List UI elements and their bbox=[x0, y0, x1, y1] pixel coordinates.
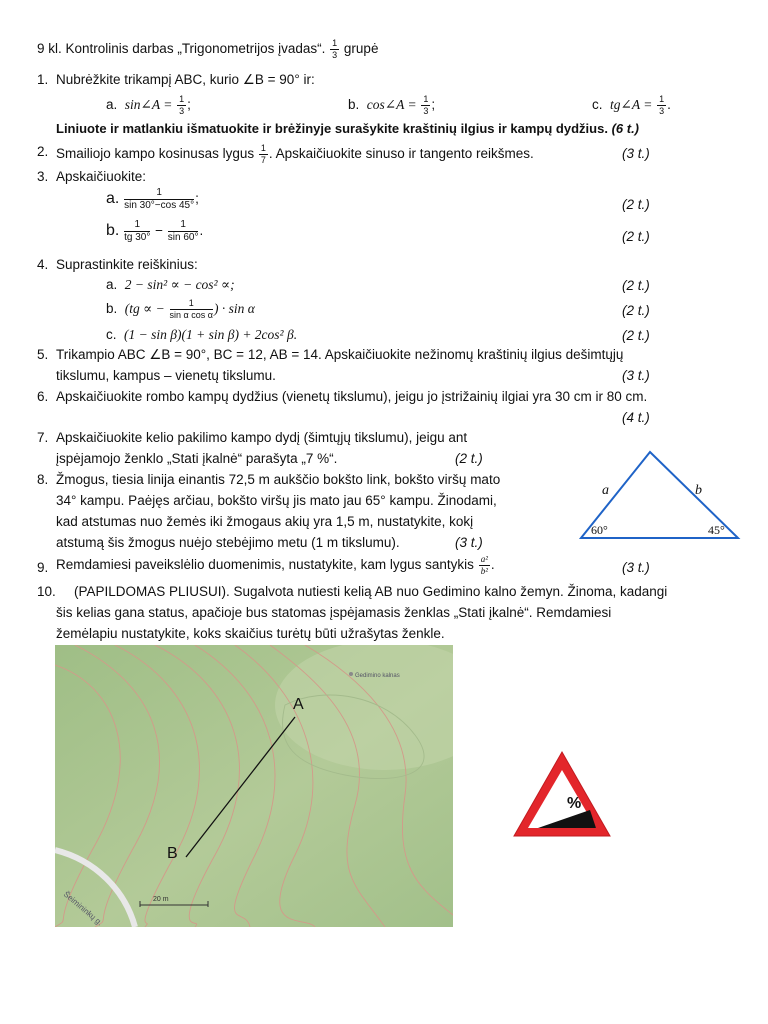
triangle-side-b: b bbox=[695, 483, 702, 498]
q8-line4: atstumą šis žmogus nuėjo stebėjimo metu (1 m tikslumu). bbox=[56, 535, 400, 550]
q1-option-a: a. sin∠A = $\frac{1}{3}$ ; bbox=[106, 94, 191, 116]
q8-line2: 34° kampu. Paėjęs arčiau, bokšto viršų jis mato jau 65° kampu. Žinodami, bbox=[56, 493, 497, 508]
q8-line3: kad atstumas nuo žemės iki žmogaus akių yra 1,5 m, nustatykite, kokį bbox=[56, 514, 474, 529]
map-place-label: Gedimino kalnas bbox=[355, 673, 400, 679]
q5-line1: Trikampio ABC ∠B = 90°, BC = 12, AB = 14. Apskaičiuokite nežinomų kraštinių ilgius dešimtųjų bbox=[56, 347, 624, 362]
q8-line1: Žmogus, tiesia linija einantis 72,5 m aukščio bokšto link, bokšto viršų mato bbox=[56, 472, 501, 487]
q2-number: 2. bbox=[37, 144, 49, 159]
map-scale-label: 20 m bbox=[153, 896, 169, 903]
q6-number: 6. bbox=[37, 389, 49, 404]
q1-text: Nubrėžkite trikampį ABC, kurio ∠B = 90° ir: bbox=[56, 72, 315, 87]
q8-points: (3 t.) bbox=[455, 535, 483, 550]
map-street-label: Šeimininkų g. bbox=[61, 889, 105, 927]
map-point-b: B bbox=[167, 845, 178, 862]
q4-option-c: c. (1 − sin β)(1 + sin β) + 2cos² β. bbox=[106, 327, 298, 342]
q9-text: Remdamiesi paveikslėlio duomenimis, nustatykite, kam lygus santykis $\frac{\text{a²}}{\text{b²}}$ . bbox=[56, 554, 495, 576]
triangle-angle-right: 45° bbox=[708, 523, 725, 537]
q4-b-points: (2 t.) bbox=[622, 303, 650, 318]
sign-percent-symbol: % bbox=[567, 795, 582, 812]
q7-line2: įspėjamojo ženklo „Stati įkalnė“ parašyta „7 %“. bbox=[56, 451, 338, 466]
q4-number: 4. bbox=[37, 257, 49, 272]
title-fraction: $\frac{1}{3}$ bbox=[332, 38, 338, 60]
triangle-angle-left: 60° bbox=[591, 523, 608, 537]
q1-option-b: b. cos∠A = $\frac{1}{3}$ ; bbox=[348, 94, 436, 116]
q3-b-points: (2 t.) bbox=[622, 229, 650, 244]
q10-line3: žemėlapiu nustatykite, koks skaičius turėtų būti užrašytas ženkle. bbox=[56, 626, 445, 641]
q3-a-points: (2 t.) bbox=[622, 197, 650, 212]
triangle-figure bbox=[578, 448, 743, 543]
q10-number: 10. bbox=[37, 584, 56, 599]
steep-hill-sign bbox=[510, 748, 614, 840]
q4-c-points: (2 t.) bbox=[622, 328, 650, 343]
q10-line1: (PAPILDOMAS PLIUSUI). Sugalvota nutiesti kelią AB nuo Gedimino kalno žemyn. Žinoma, kadangi bbox=[74, 584, 668, 599]
q5-number: 5. bbox=[37, 347, 49, 362]
q7-line1: Apskaičiuokite kelio pakilimo kampo dydį (šimtųjų tikslumu), jeigu ant bbox=[56, 430, 468, 445]
q6-points: (4 t.) bbox=[622, 410, 650, 425]
q3-text: Apskaičiuokite: bbox=[56, 169, 147, 184]
q1-number: 1. bbox=[37, 72, 49, 87]
q8-number: 8. bbox=[37, 472, 49, 487]
q2-text: Smailiojo kampo kosinusas lygus $\frac{1}{7}$ . Apskaičiuokite sinuso ir tangento reikšmes. bbox=[56, 143, 534, 165]
q9-number: 9. bbox=[37, 560, 49, 575]
q7-number: 7. bbox=[37, 430, 49, 445]
q3-option-a: a. $\frac{1}{\sin 30^\circ-\cos 45^\circ}$ ; bbox=[106, 187, 199, 211]
q5-points: (3 t.) bbox=[622, 368, 650, 383]
q6-line1: Apskaičiuokite rombo kampų dydžius (vienetų tikslumu), jeigu jo įstrižainių ilgiai yra 30 cm ir 80 cm. bbox=[56, 389, 648, 404]
q7-points: (2 t.) bbox=[455, 451, 483, 466]
q10-line2: šis kelias gana status, apačioje bus statomas įspėjamasis ženklas „Stati įkalnė“. Remdamiesi bbox=[56, 605, 612, 620]
q9-points: (3 t.) bbox=[622, 560, 650, 575]
q3-option-b: b. $\frac{1}{tg 30^\circ}$ − $\frac{1}{\sin 60^\circ}$ . bbox=[106, 219, 204, 243]
q4-option-b: b. (tg ∝ − $\frac{1}{\text{sin α cos α}}$ ) · sin α bbox=[106, 298, 255, 320]
q4-text: Suprastinkite reiškinius: bbox=[56, 257, 198, 272]
q1-instruction: Liniuote ir matlankiu išmatuokite ir brėžinyje surašykite kraštinių ilgius ir kampų dydžius. (6 t.) bbox=[56, 121, 640, 136]
page-title: 9 kl. Kontrolinis darbas „Trigonometrijos įvadas“. $\frac{1}{3}$ grupė bbox=[37, 38, 379, 60]
contour-map bbox=[55, 645, 453, 927]
map-point-a: A bbox=[293, 696, 304, 713]
q1-option-c: c. tg∠A = $\frac{1}{3}$ . bbox=[592, 94, 671, 116]
q2-points: (3 t.) bbox=[622, 146, 650, 161]
q3-number: 3. bbox=[37, 169, 49, 184]
q4-option-a: a. 2 − sin² ∝ − cos² ∝; bbox=[106, 277, 235, 292]
q4-a-points: (2 t.) bbox=[622, 278, 650, 293]
q5-line2: tikslumu, kampus – vienetų tikslumu. bbox=[56, 368, 276, 383]
triangle-side-a: a bbox=[602, 483, 609, 498]
map-graphic bbox=[55, 645, 453, 927]
